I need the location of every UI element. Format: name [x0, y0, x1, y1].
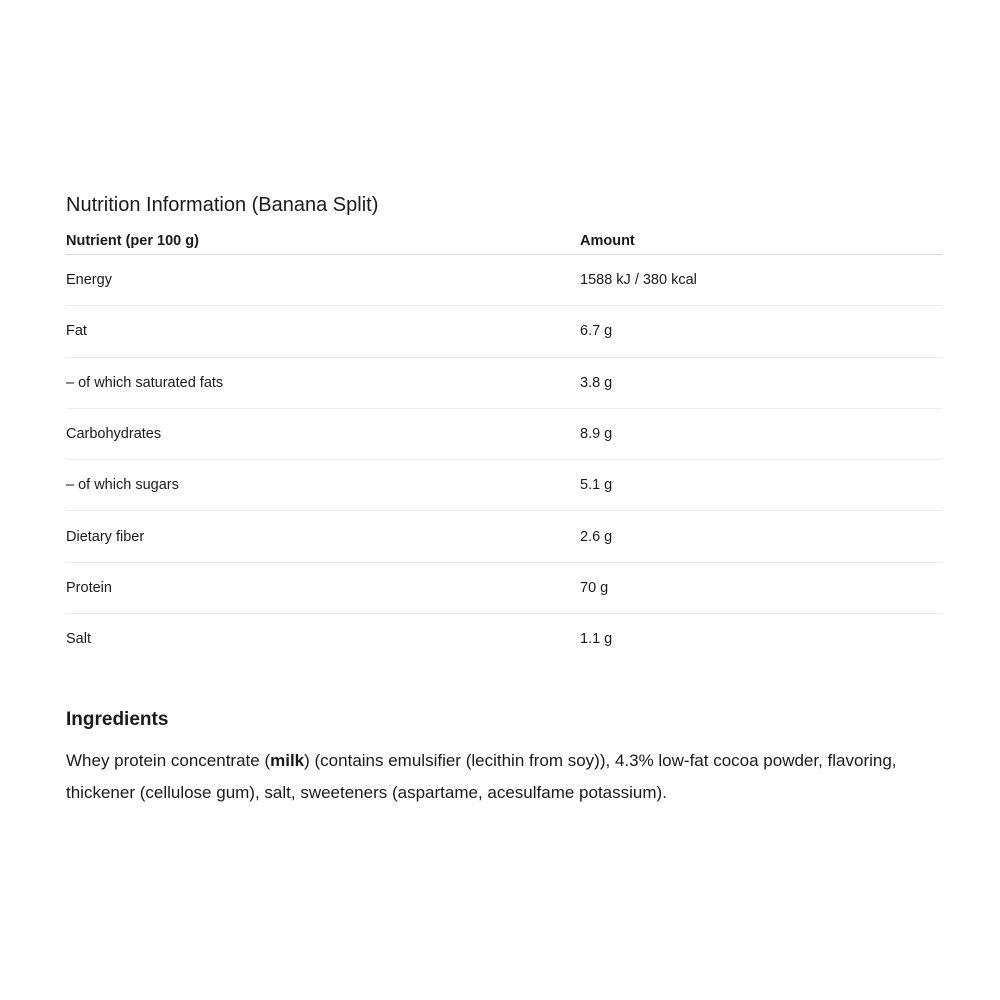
table-row: [66, 408, 942, 459]
nutrient-amount: 70 g: [580, 562, 942, 613]
product-info-content: [66, 190, 942, 809]
table-row: [66, 460, 942, 511]
nutrient-name: Energy: [66, 255, 580, 306]
nutrient-amount: 1.1 g: [580, 631, 613, 648]
nutrient-amount: 3.8 g: [580, 357, 942, 408]
nutrient-name: Fat: [66, 306, 580, 357]
table-row: [66, 562, 942, 613]
table-row: [66, 255, 942, 306]
nutrition-title: Nutrition Information (Banana Split): [66, 194, 379, 216]
table-header-row: [66, 228, 942, 255]
ingredients-text-before: Whey protein concentrate (: [66, 750, 271, 770]
table-row: [66, 614, 942, 665]
nutrition-table: [66, 228, 942, 665]
nutrient-name: Salt: [66, 631, 91, 648]
ingredients-text-after: ) (contains emulsifier (lecithin from soy)), 4.3% low-fat cocoa powder, flavoring, thickener (cellulose gum), salt, sweeteners (aspartame, acesulfame potassium).: [66, 750, 897, 802]
ingredients-title: Ingredients: [66, 708, 169, 730]
nutrient-name: Protein: [66, 562, 580, 613]
amount-column-header: Amount: [580, 228, 942, 255]
nutrient-amount: 8.9 g: [580, 408, 942, 459]
nutrient-amount: 6.7 g: [580, 306, 942, 357]
nutrient-amount: 5.1 g: [580, 460, 942, 511]
nutrient-name: Carbohydrates: [66, 408, 580, 459]
nutrient-name: Dietary fiber: [66, 511, 580, 562]
table-row: [66, 511, 942, 562]
table-row: [66, 306, 942, 357]
nutrient-name: – of which sugars: [66, 460, 580, 511]
nutrient-column-header: Nutrient (per 100 g): [66, 228, 580, 255]
allergen-milk: milk: [270, 750, 305, 770]
table-row: [66, 357, 942, 408]
nutrient-amount: 1588 kJ / 380 kcal: [580, 255, 942, 306]
ingredients-text: [66, 745, 926, 809]
nutrient-amount: 2.6 g: [580, 511, 942, 562]
nutrient-name: – of which saturated fats: [66, 357, 580, 408]
